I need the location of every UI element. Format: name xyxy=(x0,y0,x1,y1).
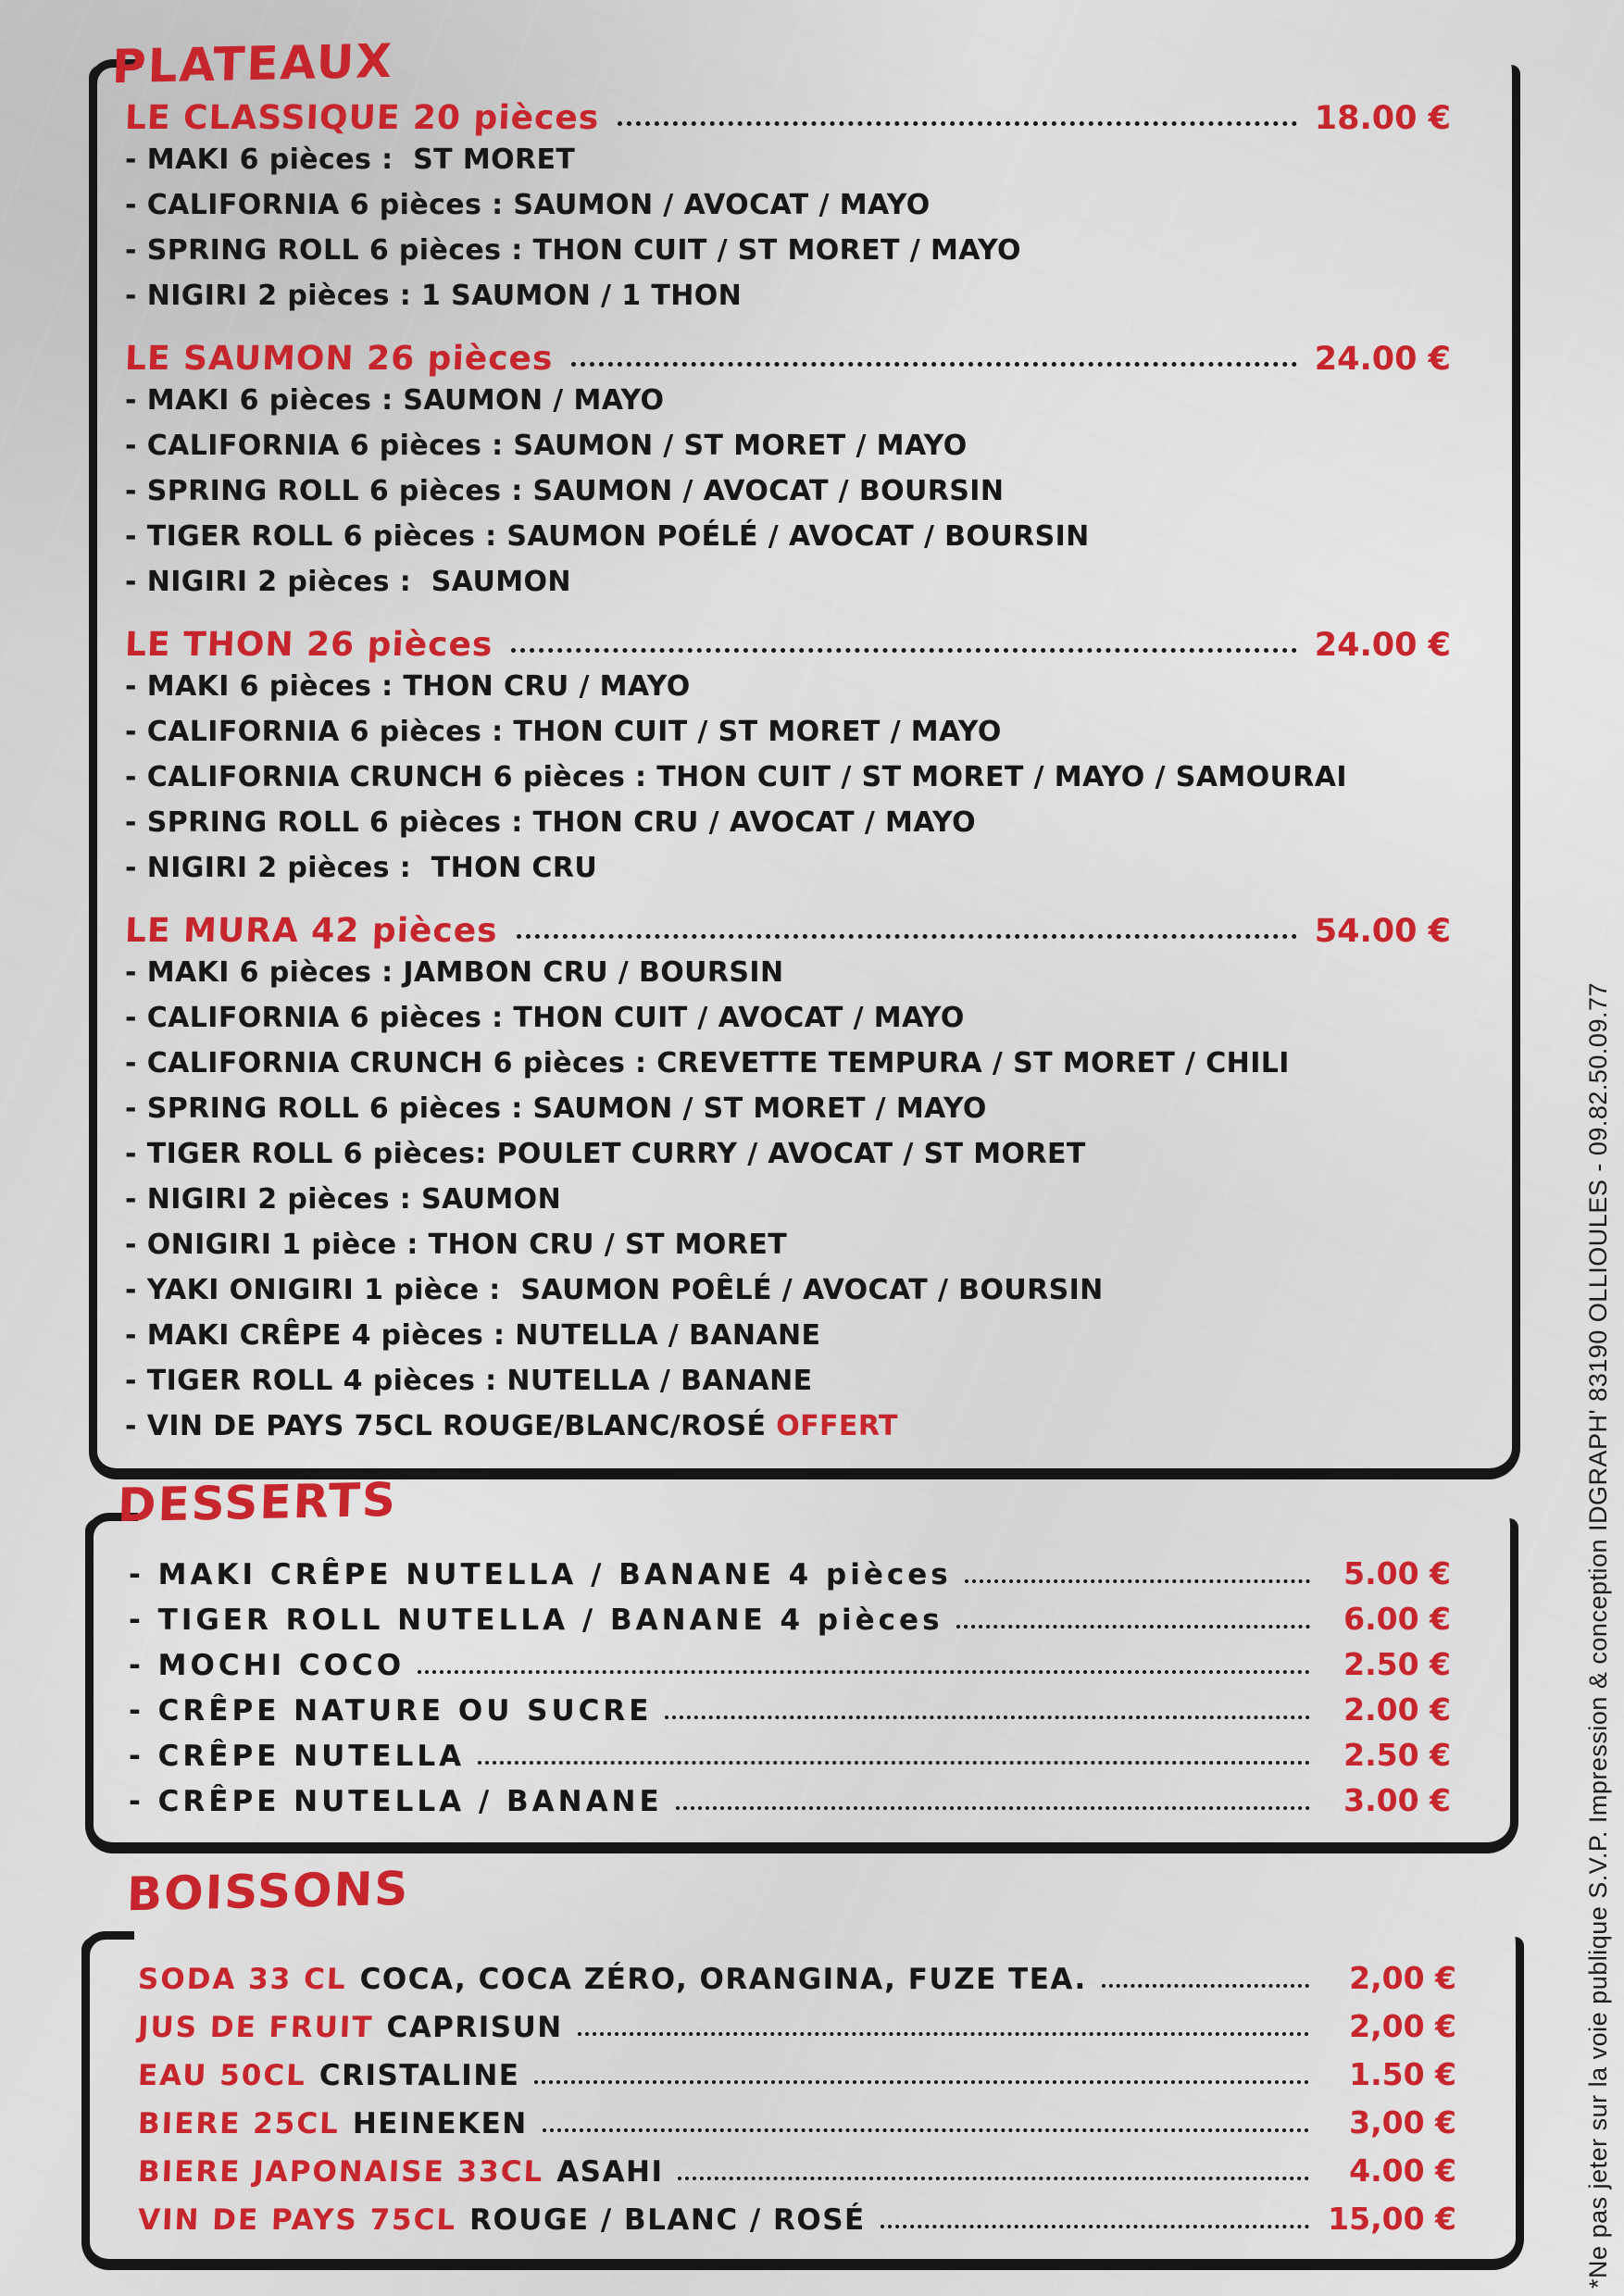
dotted-leader xyxy=(665,1716,1310,1719)
plateau-group xyxy=(125,330,1451,605)
boisson-name: BIERE JAPONAISE 33CL xyxy=(137,2155,544,2189)
plateau-item: - SPRING ROLL 6 pièces : THON CUIT / ST MORET / MAYO xyxy=(125,228,1451,273)
plateau-item: - NIGIRI 2 pièces : SAUMON xyxy=(125,559,1451,605)
boisson-row xyxy=(138,2140,1456,2189)
plateau-item: - TIGER ROLL 4 pièces : NUTELLA / BANANE xyxy=(125,1358,1451,1404)
boisson-detail: CAPRISUN xyxy=(386,2011,563,2044)
plateau-header xyxy=(125,330,1451,378)
dessert-row xyxy=(129,1682,1451,1728)
boisson-name: VIN DE PAYS 75CL xyxy=(137,2203,457,2237)
plateau-name: LE MURA 42 pièces xyxy=(124,912,499,950)
dessert-label: - MOCHI COCO xyxy=(129,1649,405,1682)
boisson-price: 2,00 € xyxy=(1349,1960,1456,1996)
plateau-price: 24.00 € xyxy=(1314,627,1451,664)
dotted-leader xyxy=(881,2225,1309,2228)
dessert-row xyxy=(129,1728,1451,1773)
plateau-item: - CALIFORNIA 6 pièces : SAUMON / ST MORET / MAYO xyxy=(125,423,1451,468)
dotted-leader xyxy=(578,2032,1309,2036)
plateau-item: - CALIFORNIA 6 pièces : THON CUIT / ST MORET / MAYO xyxy=(125,709,1451,755)
boisson-price: 1.50 € xyxy=(1349,2056,1456,2092)
dessert-price: 2.00 € xyxy=(1343,1691,1451,1728)
dessert-label: - CRÊPE NUTELLA / BANANE xyxy=(129,1785,663,1818)
boisson-name: EAU 50CL xyxy=(137,2059,307,2092)
dotted-leader xyxy=(676,1806,1310,1810)
plateau-header xyxy=(125,616,1451,664)
dotted-leader xyxy=(571,362,1297,367)
boissons-rows xyxy=(90,1937,1516,2237)
desserts-rows xyxy=(94,1518,1510,1818)
plateau-price: 54.00 € xyxy=(1314,913,1451,950)
boisson-detail: ROUGE / BLANC / ROSÉ xyxy=(469,2203,866,2237)
dotted-leader xyxy=(618,121,1297,126)
boisson-price: 15,00 € xyxy=(1328,2201,1456,2237)
plateaux-groups xyxy=(97,65,1512,1449)
plateau-item: - TIGER ROLL 6 pièces: POULET CURRY / AVOCAT / ST MORET xyxy=(125,1131,1451,1177)
dessert-label: - TIGER ROLL NUTELLA / BANANE 4 pièces xyxy=(129,1603,943,1637)
plateau-item: - SPRING ROLL 6 pièces : SAUMON / AVOCAT / BOURSIN xyxy=(125,468,1451,514)
plateau-item: - ONIGIRI 1 pièce : THON CRU / ST MORET xyxy=(125,1222,1451,1267)
dessert-row xyxy=(129,1773,1451,1818)
dessert-label: - MAKI CRÊPE NUTELLA / BANANE 4 pièces xyxy=(129,1558,952,1591)
plateau-item: - NIGIRI 2 pièces : 1 SAUMON / 1 THON xyxy=(125,273,1451,318)
dessert-price: 2.50 € xyxy=(1343,1646,1451,1682)
dessert-price: 3.00 € xyxy=(1343,1782,1451,1818)
dotted-leader xyxy=(418,1670,1310,1674)
boisson-price: 3,00 € xyxy=(1349,2104,1456,2140)
boisson-name: SODA 33 CL xyxy=(137,1963,348,1996)
boisson-price: 4.00 € xyxy=(1349,2152,1456,2189)
plateau-item: - CALIFORNIA 6 pièces : THON CUIT / AVOCAT / MAYO xyxy=(125,995,1451,1041)
boisson-price: 2,00 € xyxy=(1349,2008,1456,2044)
plateau-group xyxy=(125,89,1451,318)
print-credit-note: *Ne pas jeter sur la voie publique S.V.P. Impression & conception IDGRAPH' 83190 OLLIOULES - 09.82.50.09.77 xyxy=(1584,982,1612,2289)
boisson-detail: CRISTALINE xyxy=(319,2059,520,2092)
dessert-row xyxy=(129,1591,1451,1637)
dotted-leader xyxy=(478,1761,1310,1765)
plateau-item: - VIN DE PAYS 75CL ROUGE/BLANC/ROSÉ OFFERT xyxy=(125,1404,1451,1449)
plateau-item: - CALIFORNIA CRUNCH 6 pièces : THON CUIT / ST MORET / MAYO / SAMOURAI xyxy=(125,755,1451,800)
boisson-detail: ASAHI xyxy=(556,2155,664,2189)
desserts-section-title: DESSERTS xyxy=(117,1472,398,1533)
dotted-leader xyxy=(543,2128,1309,2132)
box-corner-hook xyxy=(81,1931,134,1967)
dotted-leader xyxy=(511,648,1297,653)
dessert-price: 2.50 € xyxy=(1343,1737,1451,1773)
boisson-name: BIERE 25CL xyxy=(137,2107,341,2140)
desserts-section xyxy=(85,1472,1518,1853)
plateaux-section-title: PLATEAUX xyxy=(111,33,394,94)
plateau-item-highlight: OFFERT xyxy=(776,1410,898,1442)
boisson-row xyxy=(138,2044,1456,2092)
boisson-name: JUS DE FRUIT xyxy=(137,2011,375,2044)
dessert-label: - CRÊPE NATURE OU SUCRE xyxy=(129,1694,652,1728)
dessert-label: - CRÊPE NUTELLA xyxy=(129,1740,465,1773)
boisson-row xyxy=(138,1948,1456,1996)
boisson-detail: HEINEKEN xyxy=(352,2107,528,2140)
plateau-item: - MAKI 6 pièces : JAMBON CRU / BOURSIN xyxy=(125,950,1451,995)
boissons-section xyxy=(81,1861,1524,2270)
plateau-item: - MAKI 6 pièces : SAUMON / MAYO xyxy=(125,378,1451,423)
dessert-price: 6.00 € xyxy=(1343,1601,1451,1637)
dessert-price: 5.00 € xyxy=(1343,1555,1451,1591)
plateau-group xyxy=(125,902,1451,1449)
plateau-item: - YAKI ONIGIRI 1 pièce : SAUMON POÊLÉ / AVOCAT / BOURSIN xyxy=(125,1267,1451,1313)
plateau-item: - CALIFORNIA CRUNCH 6 pièces : CREVETTE TEMPURA / ST MORET / CHILI xyxy=(125,1041,1451,1086)
boisson-row xyxy=(138,1996,1456,2044)
boissons-section-title: BOISSONS xyxy=(126,1861,411,1922)
dotted-leader xyxy=(534,2080,1309,2084)
dotted-leader xyxy=(965,1579,1310,1583)
plateau-header xyxy=(125,902,1451,950)
plateau-group xyxy=(125,616,1451,891)
plateau-item: - CALIFORNIA 6 pièces : SAUMON / AVOCAT / MAYO xyxy=(125,182,1451,228)
plateau-item: - NIGIRI 2 pièces : THON CRU xyxy=(125,845,1451,891)
plateau-header xyxy=(125,89,1451,137)
boisson-row xyxy=(138,2092,1456,2140)
dotted-leader xyxy=(1102,1984,1309,1988)
plateau-item: - TIGER ROLL 6 pièces : SAUMON POÉLÉ / AVOCAT / BOURSIN xyxy=(125,514,1451,559)
plateau-item: - SPRING ROLL 6 pièces : SAUMON / ST MORET / MAYO xyxy=(125,1086,1451,1131)
plateau-name: LE CLASSIQUE 20 pièces xyxy=(124,99,600,137)
plateau-price: 18.00 € xyxy=(1314,100,1451,137)
plateau-item: - MAKI 6 pièces : ST MORET xyxy=(125,137,1451,182)
boisson-row xyxy=(138,2189,1456,2237)
dotted-leader xyxy=(678,2177,1309,2180)
plateaux-section xyxy=(89,33,1520,1479)
boisson-detail: COCA, COCA ZÉRO, ORANGINA, FUZE TEA. xyxy=(359,1963,1087,1996)
plateau-item: - MAKI CRÊPE 4 pièces : NUTELLA / BANANE xyxy=(125,1313,1451,1358)
plateau-item: - NIGIRI 2 pièces : SAUMON xyxy=(125,1177,1451,1222)
plateau-name: LE THON 26 pièces xyxy=(124,626,494,664)
plateau-item: - SPRING ROLL 6 pièces : THON CRU / AVOCAT / MAYO xyxy=(125,800,1451,845)
dotted-leader xyxy=(517,934,1297,939)
dessert-row xyxy=(129,1546,1451,1591)
plateau-name: LE SAUMON 26 pièces xyxy=(124,340,555,378)
dotted-leader xyxy=(956,1625,1310,1628)
plateau-price: 24.00 € xyxy=(1314,341,1451,378)
plateau-item: - MAKI 6 pièces : THON CRU / MAYO xyxy=(125,664,1451,709)
dessert-row xyxy=(129,1637,1451,1682)
